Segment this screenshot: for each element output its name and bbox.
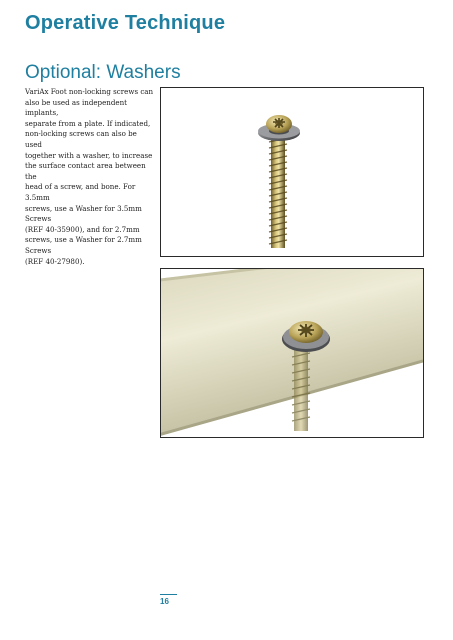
paragraph-line: separate from a plate. If indicated, [25, 118, 151, 128]
paragraph-line: screws, use a Washer for 3.5mm Screws [25, 203, 142, 224]
footer-rule [160, 594, 177, 595]
paragraph-line: head of a screw, and bone. For 3.5mm [25, 182, 136, 202]
screw-with-washer-illustration [161, 88, 423, 256]
paragraph-line: also be used as independent implants, [25, 97, 128, 118]
page-title: Operative Technique [25, 12, 226, 34]
screw-in-bone-illustration [161, 269, 423, 437]
screw-with-washer-image [160, 87, 424, 257]
paragraph-line: the surface contact area between the [25, 161, 146, 181]
page-number: 16 [160, 597, 169, 606]
paragraph-line: screws, use a Washer for 2.7mm Screws [25, 235, 142, 255]
screw-in-bone-image [160, 268, 424, 438]
paragraph-line: together with a washer, to increase [25, 150, 153, 160]
section-title: Optional: Washers [25, 62, 181, 83]
paragraph-line: (REF 40-27980). [25, 256, 85, 266]
paragraph-line: non-locking screws can also be used [25, 129, 137, 149]
body-paragraph [25, 87, 155, 267]
paragraph-line: (REF 40-35900), and for 2.7mm [25, 224, 140, 234]
paragraph-line: VariAx Foot non-locking screws can [25, 87, 154, 96]
